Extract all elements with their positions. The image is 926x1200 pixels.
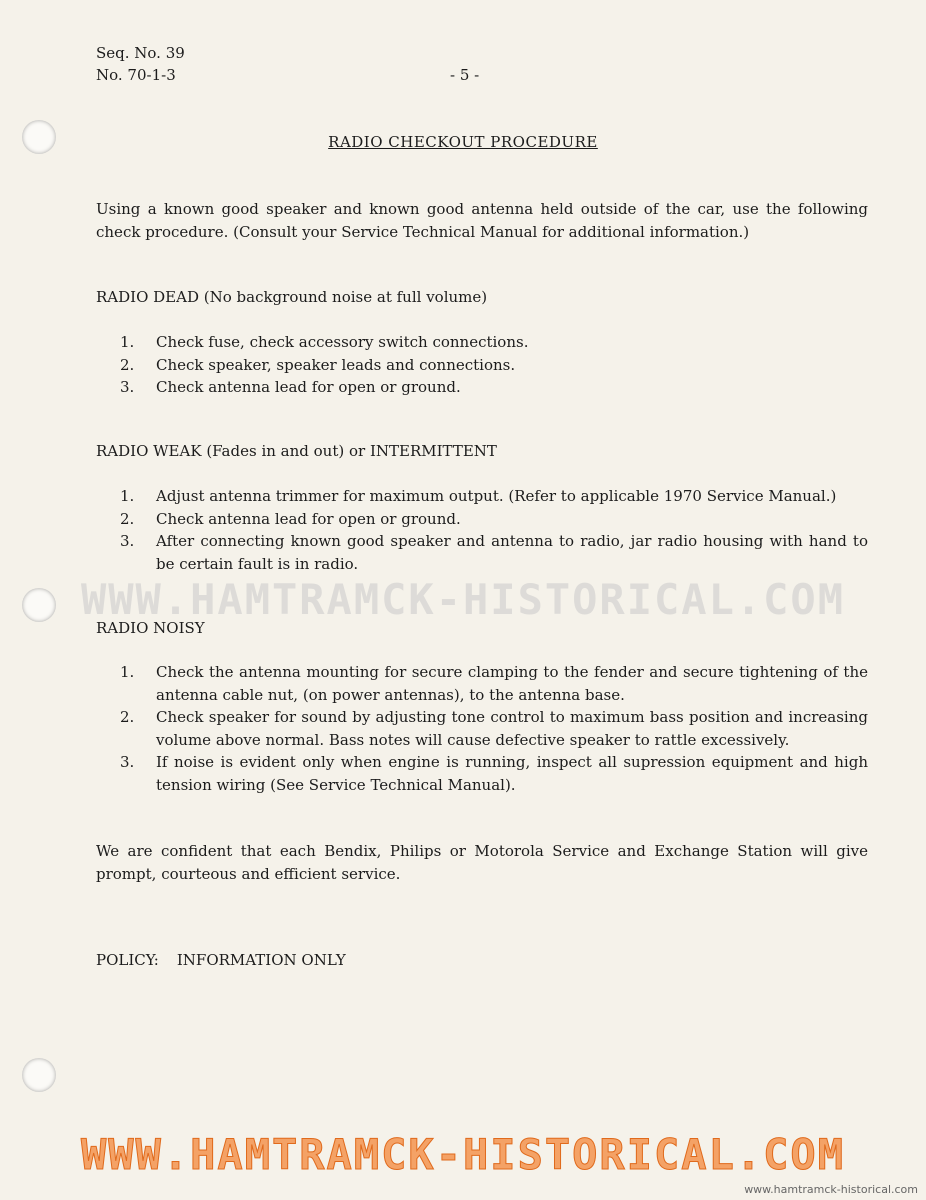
intro-paragraph: Using a known good speaker and known good antenna held outside of the car, use the following check procedure. (Consult your Service Technical Manual for additional information.) (96, 200, 868, 241)
policy-label: POLICY: (96, 951, 159, 969)
list-item (120, 508, 868, 531)
list-item (120, 376, 868, 399)
step-text: Check the antenna mounting for secure clamping to the fender and secure tightening of the antenna cable nut, (on power antennas), to the antenna base. (156, 663, 868, 704)
step-number: 1. (120, 663, 135, 681)
sequence-number: Seq. No. 39 (96, 44, 185, 62)
punch-hole (22, 1058, 56, 1092)
watermark-text-footer: WWW.HAMTRAMCK-HISTORICAL.COM (80, 1130, 845, 1179)
section-heading-radio-weak: RADIO WEAK (Fades in and out) or INTERMITTENT (96, 442, 497, 460)
step-text: Check fuse, check accessory switch connections. (156, 333, 529, 351)
radio-dead-steps (120, 331, 868, 399)
list-item (120, 485, 868, 508)
page-title: RADIO CHECKOUT PROCEDURE (328, 133, 598, 151)
step-number: 2. (120, 509, 135, 528)
radio-noisy-steps (120, 661, 868, 796)
step-number: 3. (120, 378, 135, 396)
watermark-url: www.hamtramck-historical.com (744, 1183, 918, 1196)
section-heading-radio-noisy: RADIO NOISY (96, 619, 205, 637)
policy-value: INFORMATION ONLY (176, 951, 346, 969)
step-text: Check antenna lead for open or ground. (156, 378, 461, 396)
policy-line (96, 951, 346, 969)
page-number: - 5 - (450, 66, 480, 84)
radio-weak-steps (120, 485, 868, 575)
list-item (120, 354, 868, 377)
step-number: 2. (120, 708, 135, 726)
section-heading-radio-dead: RADIO DEAD (No background noise at full volume) (96, 288, 488, 306)
list-item (120, 530, 868, 575)
watermark-text: WWW.HAMTRAMCK-HISTORICAL.COM (80, 575, 845, 624)
step-number: 2. (120, 355, 135, 374)
step-number: 3. (120, 753, 135, 771)
step-text: Check speaker for sound by adjusting tone control to maximum bass position and increasing volume above normal. Bass notes will cause defective speaker to rattle excessively. (156, 708, 868, 749)
list-item (120, 706, 868, 751)
step-text: Check antenna lead for open or ground. (156, 509, 461, 528)
closing-paragraph: We are confident that each Bendix, Philips or Motorola Service and Exchange Station will give prompt, courteous and efficient service. (96, 842, 868, 883)
step-number: 3. (120, 532, 135, 550)
step-text: After connecting known good speaker and antenna to radio, jar radio housing with hand to be certain fault is in radio. (156, 532, 868, 573)
document-number: No. 70-1-3 (96, 66, 176, 84)
step-text: Adjust antenna trimmer for maximum output. (Refer to applicable 1970 Service Manual.) (156, 487, 837, 505)
step-number: 1. (120, 487, 135, 505)
step-number: 1. (120, 333, 135, 351)
list-item (120, 751, 868, 796)
list-item (120, 661, 868, 706)
step-text: If noise is evident only when engine is running, inspect all supression equipment and high tension wiring (See Service Technical Manual). (156, 753, 868, 794)
list-item (120, 331, 868, 354)
step-text: Check speaker, speaker leads and connections. (156, 355, 516, 374)
